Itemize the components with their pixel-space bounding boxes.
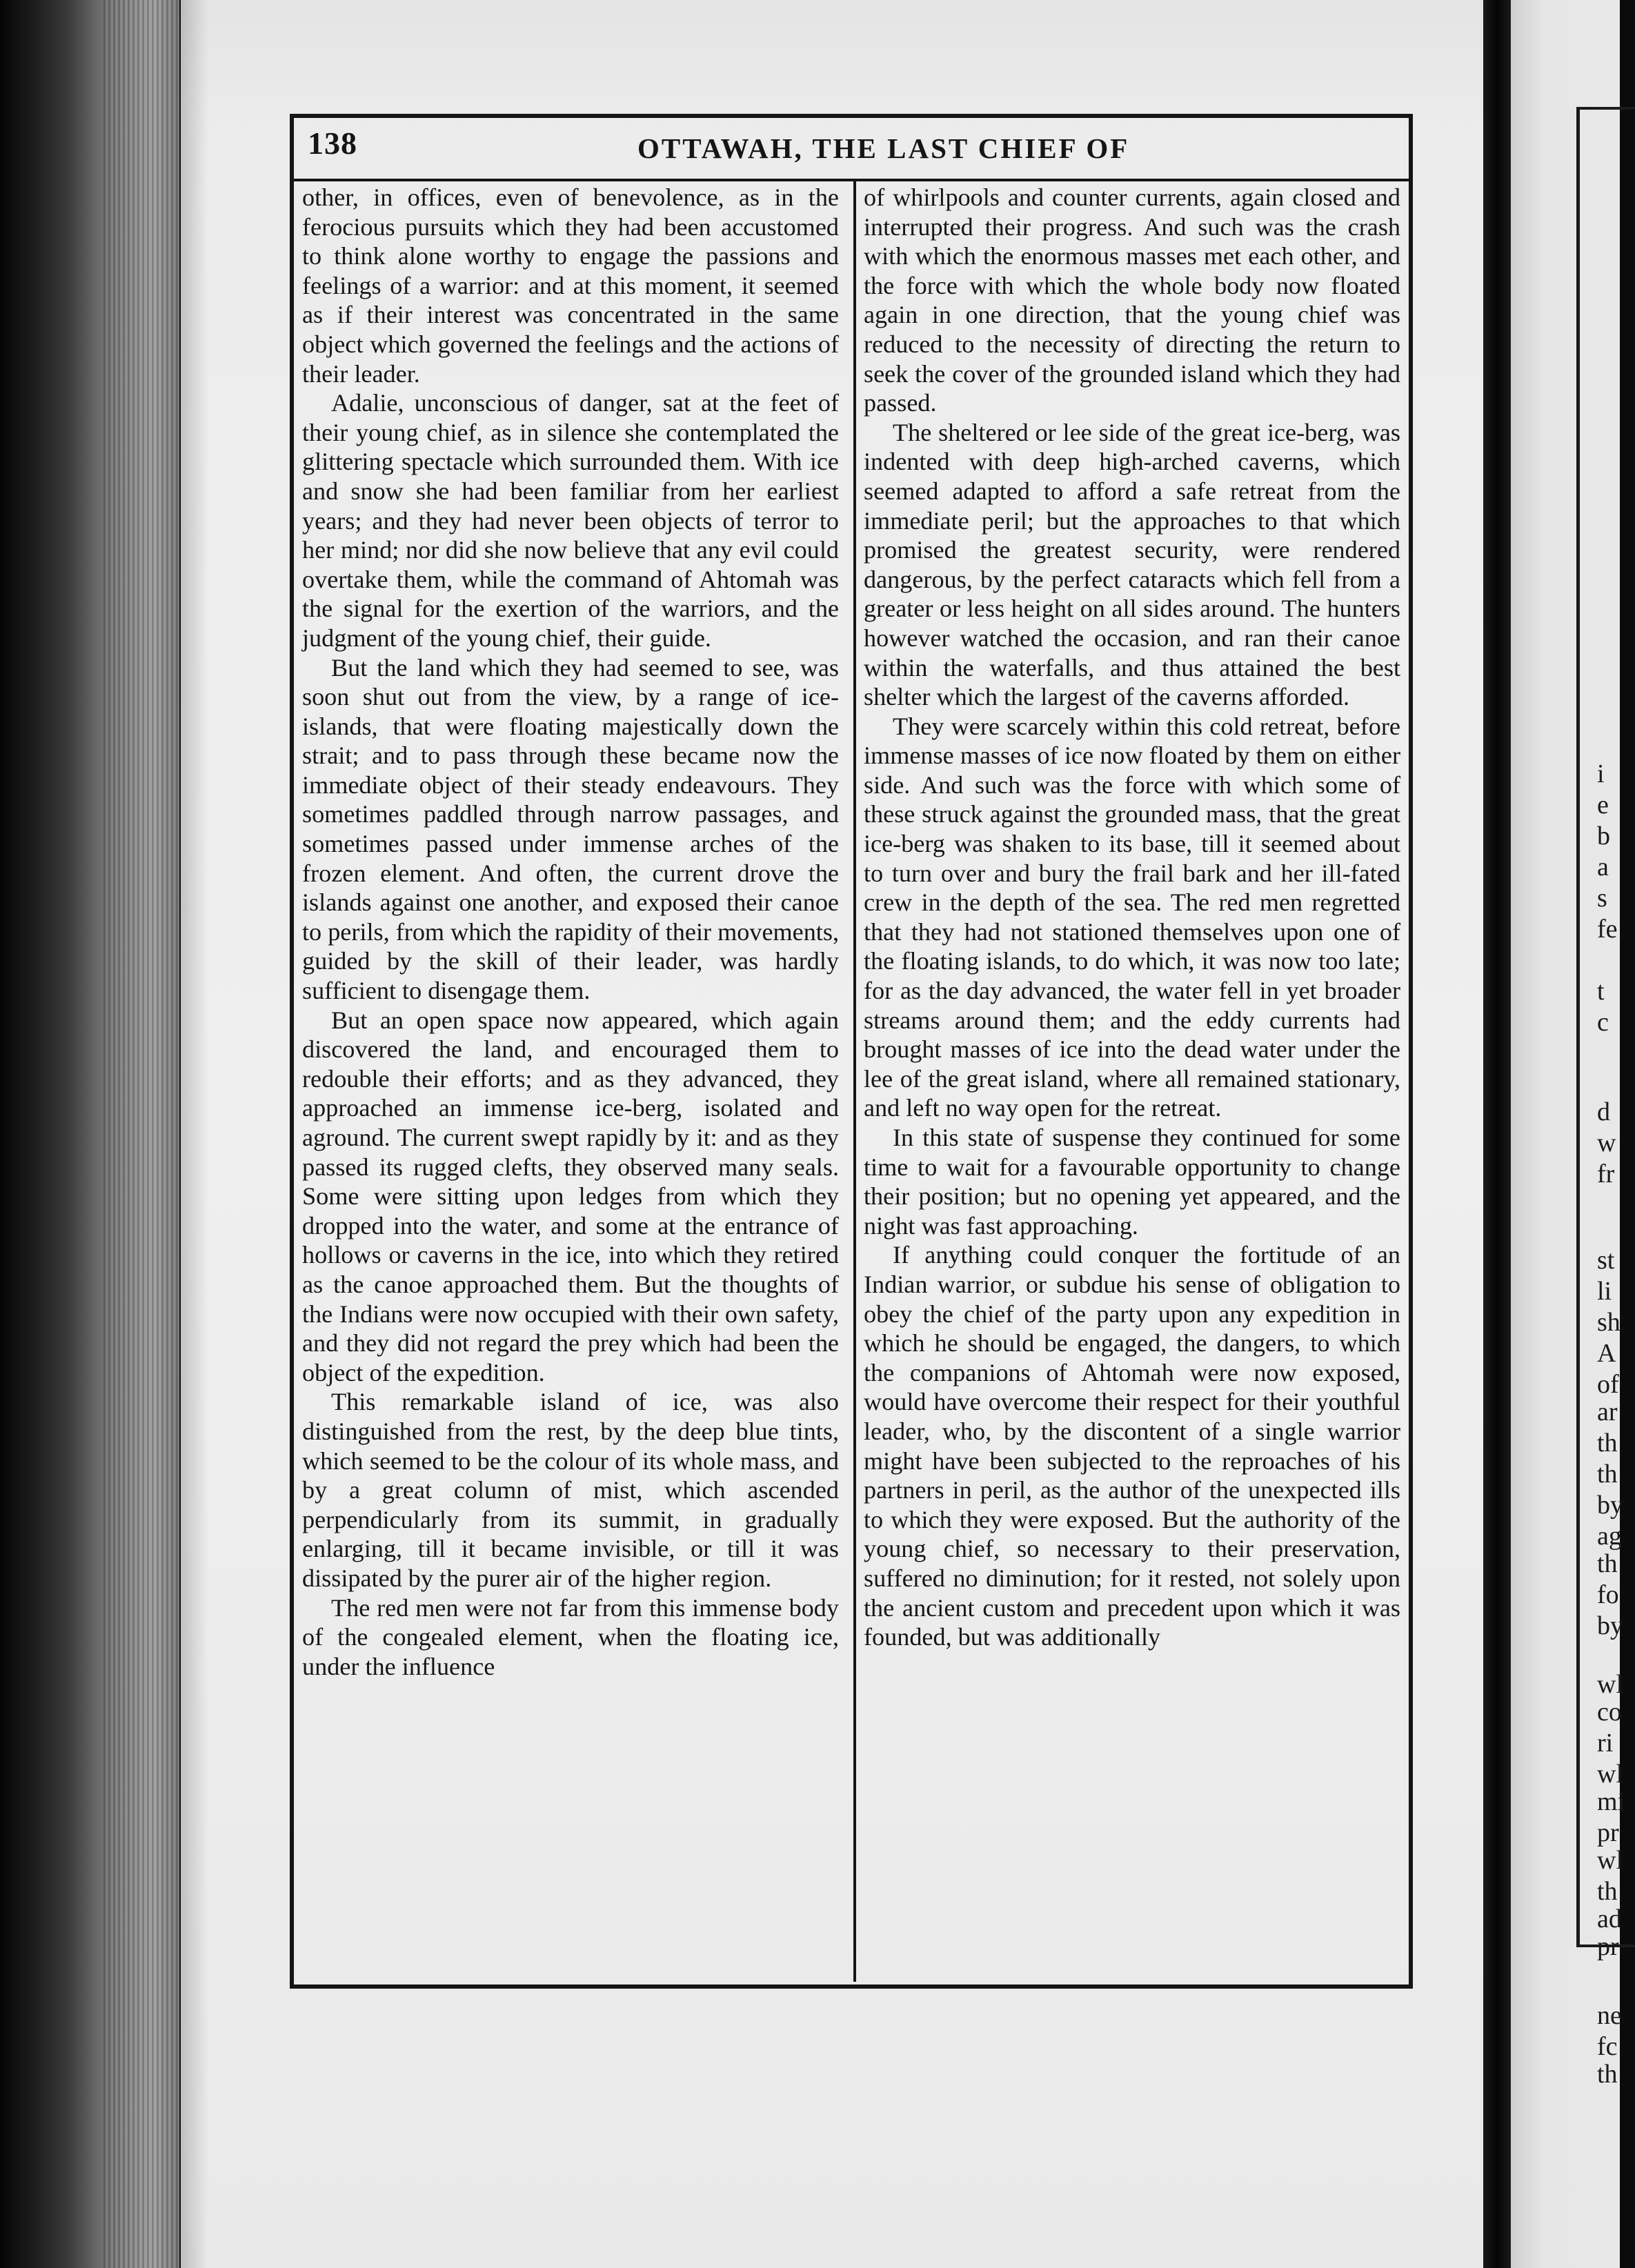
- adjacent-page-fragment: li: [1597, 1277, 1612, 1306]
- adjacent-page-fragment: ri: [1597, 1729, 1614, 1758]
- adjacent-page-fragment: st: [1597, 1246, 1615, 1275]
- paragraph: But the land which they had seemed to see, was soon shut out from the view, by a range of ice-islands, that were floating majestically down the strait; and to pass through these became now the immediate object of their steady endeavours. They sometimes paddled through narrow passages, and sometimes passed under immense arches of the frozen element. And often, the current drove the islands against one another, and exposed their canoe to perils, from which the rapidity of their movements, guided by the skill of their leader, was hardly sufficient to disengage them.: [302, 653, 839, 1005]
- adjacent-page-fragment: e: [1597, 790, 1609, 819]
- page-number: 138: [308, 126, 357, 161]
- paragraph: They were scarcely within this cold retreat, before immense masses of ice now floated by them on either side. And such was the force with which some of these struck against the grounded mass, that the great ice-berg was shaken to its base, till it seemed about to turn over and bury the frail bark and her ill-fated crew in the depth of the sea. The red men regretted that they had not stationed themselves upon one of the floating islands, to do which, it was now too late; for as the day advanced, the water fell in yet broader streams around them; and the eddy currents had brought masses of ice into the dead water under the lee of the great island, where all remained stationary, and left no way open for the retreat.: [864, 712, 1400, 1122]
- paragraph: The sheltered or lee side of the great ice-berg, was indented with deep high-arched caverns, which seemed adapted to afford a safe retreat from the immediate peril; but the approaches to that which promised the greatest security, were rendered dangerous, by the perfect cataracts which fell from a greater or less height on all sides around. The hunters however watched the occasion, and ran their canoe within the waterfalls, and thus attained the best shelter which the largest of the caverns afforded.: [864, 418, 1400, 711]
- adjacent-page-fragment: mi: [1597, 1787, 1625, 1816]
- adjacent-page-fragment: fe: [1597, 915, 1618, 944]
- book-binding: [0, 0, 179, 2268]
- paragraph: If anything could conquer the fortitude of an Indian warrior, or subdue his sense of obligation to obey the chief of the party upon any expedition in which he should be engaged, the dangers, to which the companions of Ahtomah were now exposed, would have overcome their respect for their youthful leader, who, by the discontent of a single warrior might have been subjected to the reproaches of his partners in peril, as the author of the unexpected ills to which they were exposed. But the authority of the young chief, so necessary to their preservation, suffered no diminution; for it rested, not solely upon the ancient custom and precedent upon which it was founded, but was additionally: [864, 1241, 1400, 1651]
- right-column: [864, 183, 1400, 1652]
- page-gutter: [1483, 0, 1511, 2268]
- paragraph: The red men were not far from this immense body of the congealed element, when the floating ice, under the influence: [302, 1593, 839, 1680]
- adjacent-page-fragment: th: [1597, 1460, 1618, 1489]
- column-rule: [853, 181, 856, 1982]
- page-frame: [290, 114, 1413, 1989]
- adjacent-page-fragment: wl: [1597, 1760, 1623, 1789]
- adjacent-page-fragment: A: [1597, 1339, 1616, 1368]
- adjacent-page-fragment: ad: [1597, 1904, 1622, 1933]
- adjacent-page-fragment: ne: [1597, 2001, 1622, 2030]
- adjacent-page-fragment: sh: [1597, 1308, 1621, 1337]
- adjacent-page-fragment: ag: [1597, 1522, 1622, 1551]
- running-title: OTTAWAH, THE LAST CHIEF OF: [637, 132, 1130, 164]
- adjacent-page-fragment: th: [1597, 1877, 1618, 1906]
- adjacent-page-fragment: d: [1597, 1097, 1610, 1126]
- paragraph: This remarkable island of ice, was also distinguished from the rest, by the deep blue tints, which seemed to be the colour of its whole mass, and by a great column of mist, which ascended perpendicularly from its summit, in gradually enlarging, till it became invisible, or till it was dissipated by the purer air of the higher region.: [302, 1388, 839, 1592]
- adjacent-page-fragment: of: [1597, 1370, 1619, 1399]
- adjacent-page-edge: [1511, 0, 1625, 2268]
- paragraph: of whirlpools and counter currents, again closed and interrupted their progress. And such was the crash with which the enormous masses met each other, and the force with which the whole body now floated again in one direction, that the young chief was reduced to the necessity of directing the return to seek the cover of the grounded island which they had passed.: [864, 183, 1400, 417]
- adjacent-page-fragment: wl: [1597, 1670, 1623, 1699]
- adjacent-page-fragment: th: [1597, 1549, 1618, 1578]
- adjacent-page-fragment: s: [1597, 884, 1607, 913]
- adjacent-page-fragment: pr: [1597, 1932, 1619, 1961]
- adjacent-page-fragment: co: [1597, 1698, 1622, 1727]
- adjacent-page-fragment: w: [1597, 1128, 1616, 1157]
- header-rule: [293, 179, 1410, 181]
- adjacent-page-fragment: b: [1597, 822, 1610, 850]
- adjacent-page-fragment: fo: [1597, 1580, 1619, 1609]
- adjacent-page-fragment: a: [1597, 853, 1609, 882]
- adjacent-page-fragment: fc: [1597, 2032, 1618, 2061]
- left-column: [302, 183, 839, 1681]
- adjacent-page-fragment: fr: [1597, 1160, 1615, 1188]
- adjacent-page-fragment: by: [1597, 1611, 1623, 1640]
- paragraph: other, in offices, even of benevolence, as in the ferocious pursuits which they had been accustomed to think alone worthy to engage the passions and feelings of a warrior: and at this moment, it seemed as if their interest was concentrated in the same object which governed the feelings and the actions of their leader.: [302, 183, 839, 388]
- adjacent-page-fragment: pr: [1597, 1818, 1619, 1847]
- adjacent-page-fragment: t: [1597, 977, 1605, 1006]
- adjacent-page-fragment: by: [1597, 1491, 1623, 1520]
- adjacent-page-fragment: th: [1597, 2060, 1618, 2089]
- adjacent-page-fragment: wl: [1597, 1846, 1623, 1875]
- adjacent-page-fragment: th: [1597, 1429, 1618, 1458]
- adjacent-page-fragment: ar: [1597, 1397, 1618, 1426]
- paragraph: Adalie, unconscious of danger, sat at the feet of their young chief, as in silence she contemplated the glittering spectacle which surrounded them. With ice and snow she had been familiar from her earliest years; and they had never been objects of terror to her mind; nor did she now believe that any evil could overtake them, while the command of Ahtomah was the signal for the exertion of the warriors, and the judgment of the young chief, their guide.: [302, 389, 839, 652]
- paragraph: In this state of suspense they continued for some time to wait for a favourable opportunity to change their position; but no opening yet appeared, and the night was fast approaching.: [864, 1124, 1400, 1240]
- adjacent-page-fragment: c: [1597, 1008, 1609, 1037]
- paragraph: But an open space now appeared, which again discovered the land, and encouraged them to redouble their efforts; and as they advanced, they approached an immense ice-berg, isolated and aground. The current swept rapidly by it: and as they passed its rugged clefts, they observed many seals. Some were sitting upon ledges from which they dropped into the water, and some at the entrance of hollows or caverns in the ice, into which they retired as the canoe approached them. But the thoughts of the Indians were now occupied with their own safety, and they did not regard the prey which had been the object of the expedition.: [302, 1006, 839, 1386]
- adjacent-page-text: [1597, 0, 1625, 2268]
- adjacent-page-fragment: i: [1597, 759, 1605, 788]
